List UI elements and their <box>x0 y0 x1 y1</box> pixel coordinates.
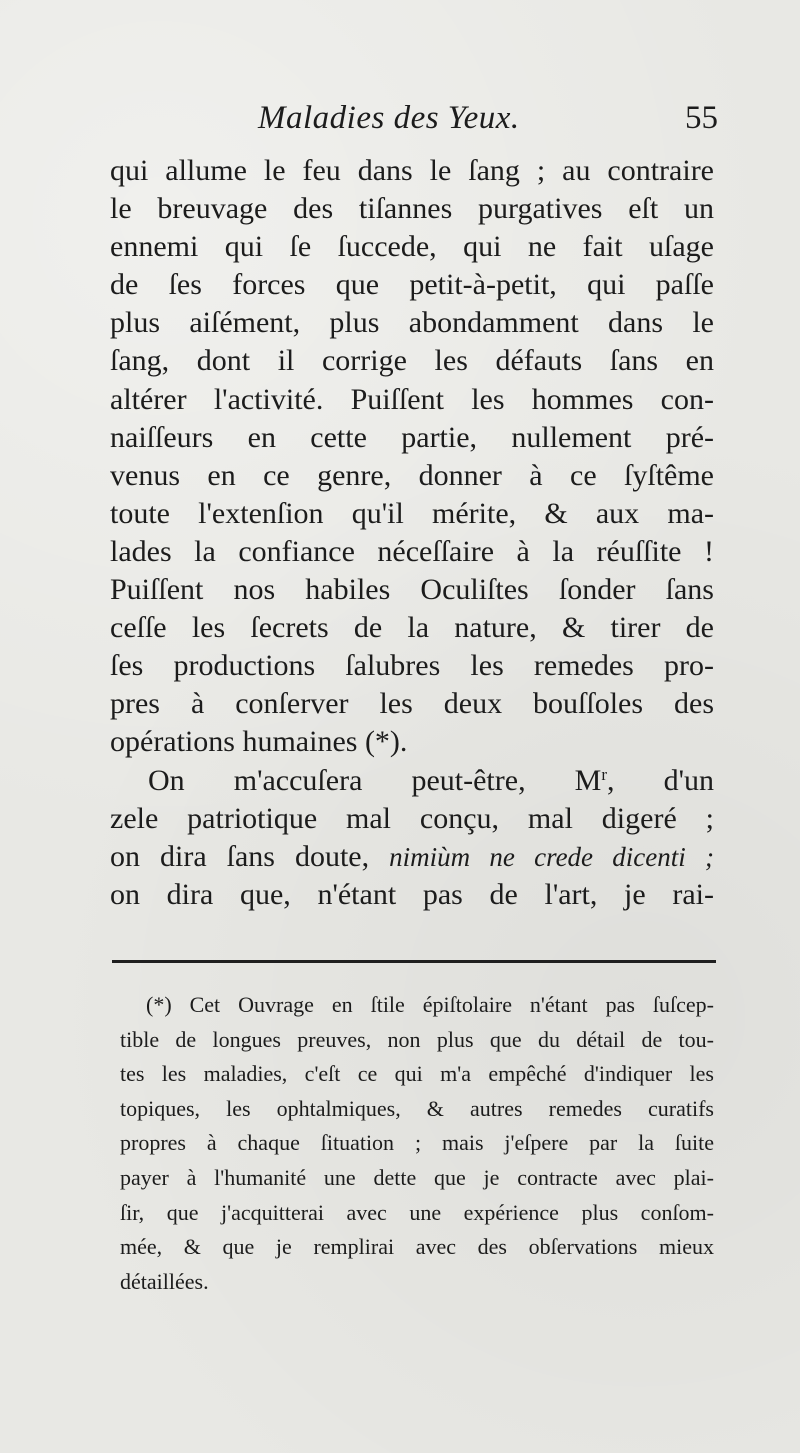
footnote-line: tes les maladies, c'eſt ce qui m'a empêché d'indiquer les <box>120 1061 714 1087</box>
footnote-line: payer à l'humanité une dette que je contracte avec plai- <box>120 1164 714 1190</box>
footnote-line: ſir, que j'acquitterai avec une expérience plus conſom- <box>120 1199 714 1225</box>
page-header <box>258 100 718 140</box>
text-line: venus en ce genre, donner à ce ſyſtême <box>110 458 714 492</box>
text-line: toute l'extenſion qu'il mérite, & aux ma- <box>110 496 714 530</box>
text-line: lades la confiance néceſſaire à la réuſſite ! <box>110 534 714 568</box>
text-line: pres à conſerver les deux bouſſoles des <box>110 687 714 721</box>
footnote-line: détaillées. <box>120 1268 209 1294</box>
text-line: qui allume le feu dans le ſang ; au contraire <box>110 154 714 187</box>
text-line: ennemi qui ſe ſuccede, qui ne fait uſage <box>110 230 714 264</box>
text-line: Puiſſent nos habiles Oculiſtes ſonder ſans <box>110 573 714 607</box>
address-title-superscript: r <box>601 764 608 784</box>
text-line: plus aiſément, plus abondamment dans le <box>110 306 714 340</box>
text-line: naiſſeurs en cette partie, nullement pré- <box>110 420 714 454</box>
text-segment: On m'accuſera peut-être, <box>148 763 526 797</box>
text-line: de ſes forces que petit-à-petit, qui paſſe <box>110 268 714 302</box>
text-line: on dira que, n'étant pas de l'art, je rai- <box>110 877 714 911</box>
address-title-letter: M <box>574 763 602 797</box>
latin-quote: nimiùm ne crede dicenti ; <box>389 841 714 872</box>
text-line: le breuvage des tiſannes purgatives eſt un <box>110 192 714 226</box>
text-line: ſang, dont il corrige les défauts ſans en <box>110 344 714 378</box>
text-line <box>110 838 714 876</box>
text-line: opérations humaines (*). <box>110 725 408 759</box>
text-segment: on dira ſans doute, <box>110 839 370 873</box>
footnote-line: topiques, les ophtalmiques, & autres remedes curatifs <box>120 1095 714 1121</box>
text-line: zele patriotique mal conçu, mal digeré ; <box>110 801 714 835</box>
main-text <box>110 152 714 914</box>
footnote <box>120 988 714 1299</box>
text-segment: , d'un <box>607 763 715 797</box>
footnote-divider <box>112 960 716 963</box>
running-title: Maladies des Yeux. <box>258 100 520 136</box>
footnote-line: propres à chaque ſituation ; mais j'eſpere par la ſuite <box>120 1130 714 1156</box>
text-line <box>110 762 714 800</box>
address-title <box>575 764 607 797</box>
footnote-line: tible de longues preuves, non plus que du détail de tou- <box>120 1026 714 1052</box>
text-line: ſes productions ſalubres les remedes pro- <box>110 649 714 683</box>
text-line: altérer l'activité. Puiſſent les hommes con- <box>110 382 714 416</box>
page-number: 55 <box>685 100 718 136</box>
footnote-line: (*) Cet Ouvrage en ſtile épiſtolaire n'étant pas ſuſcep- <box>146 992 714 1017</box>
footnote-line: mée, & que je remplirai avec des obſervations mieux <box>120 1234 714 1260</box>
text-line: ceſſe les ſecrets de la nature, & tirer de <box>110 611 714 645</box>
